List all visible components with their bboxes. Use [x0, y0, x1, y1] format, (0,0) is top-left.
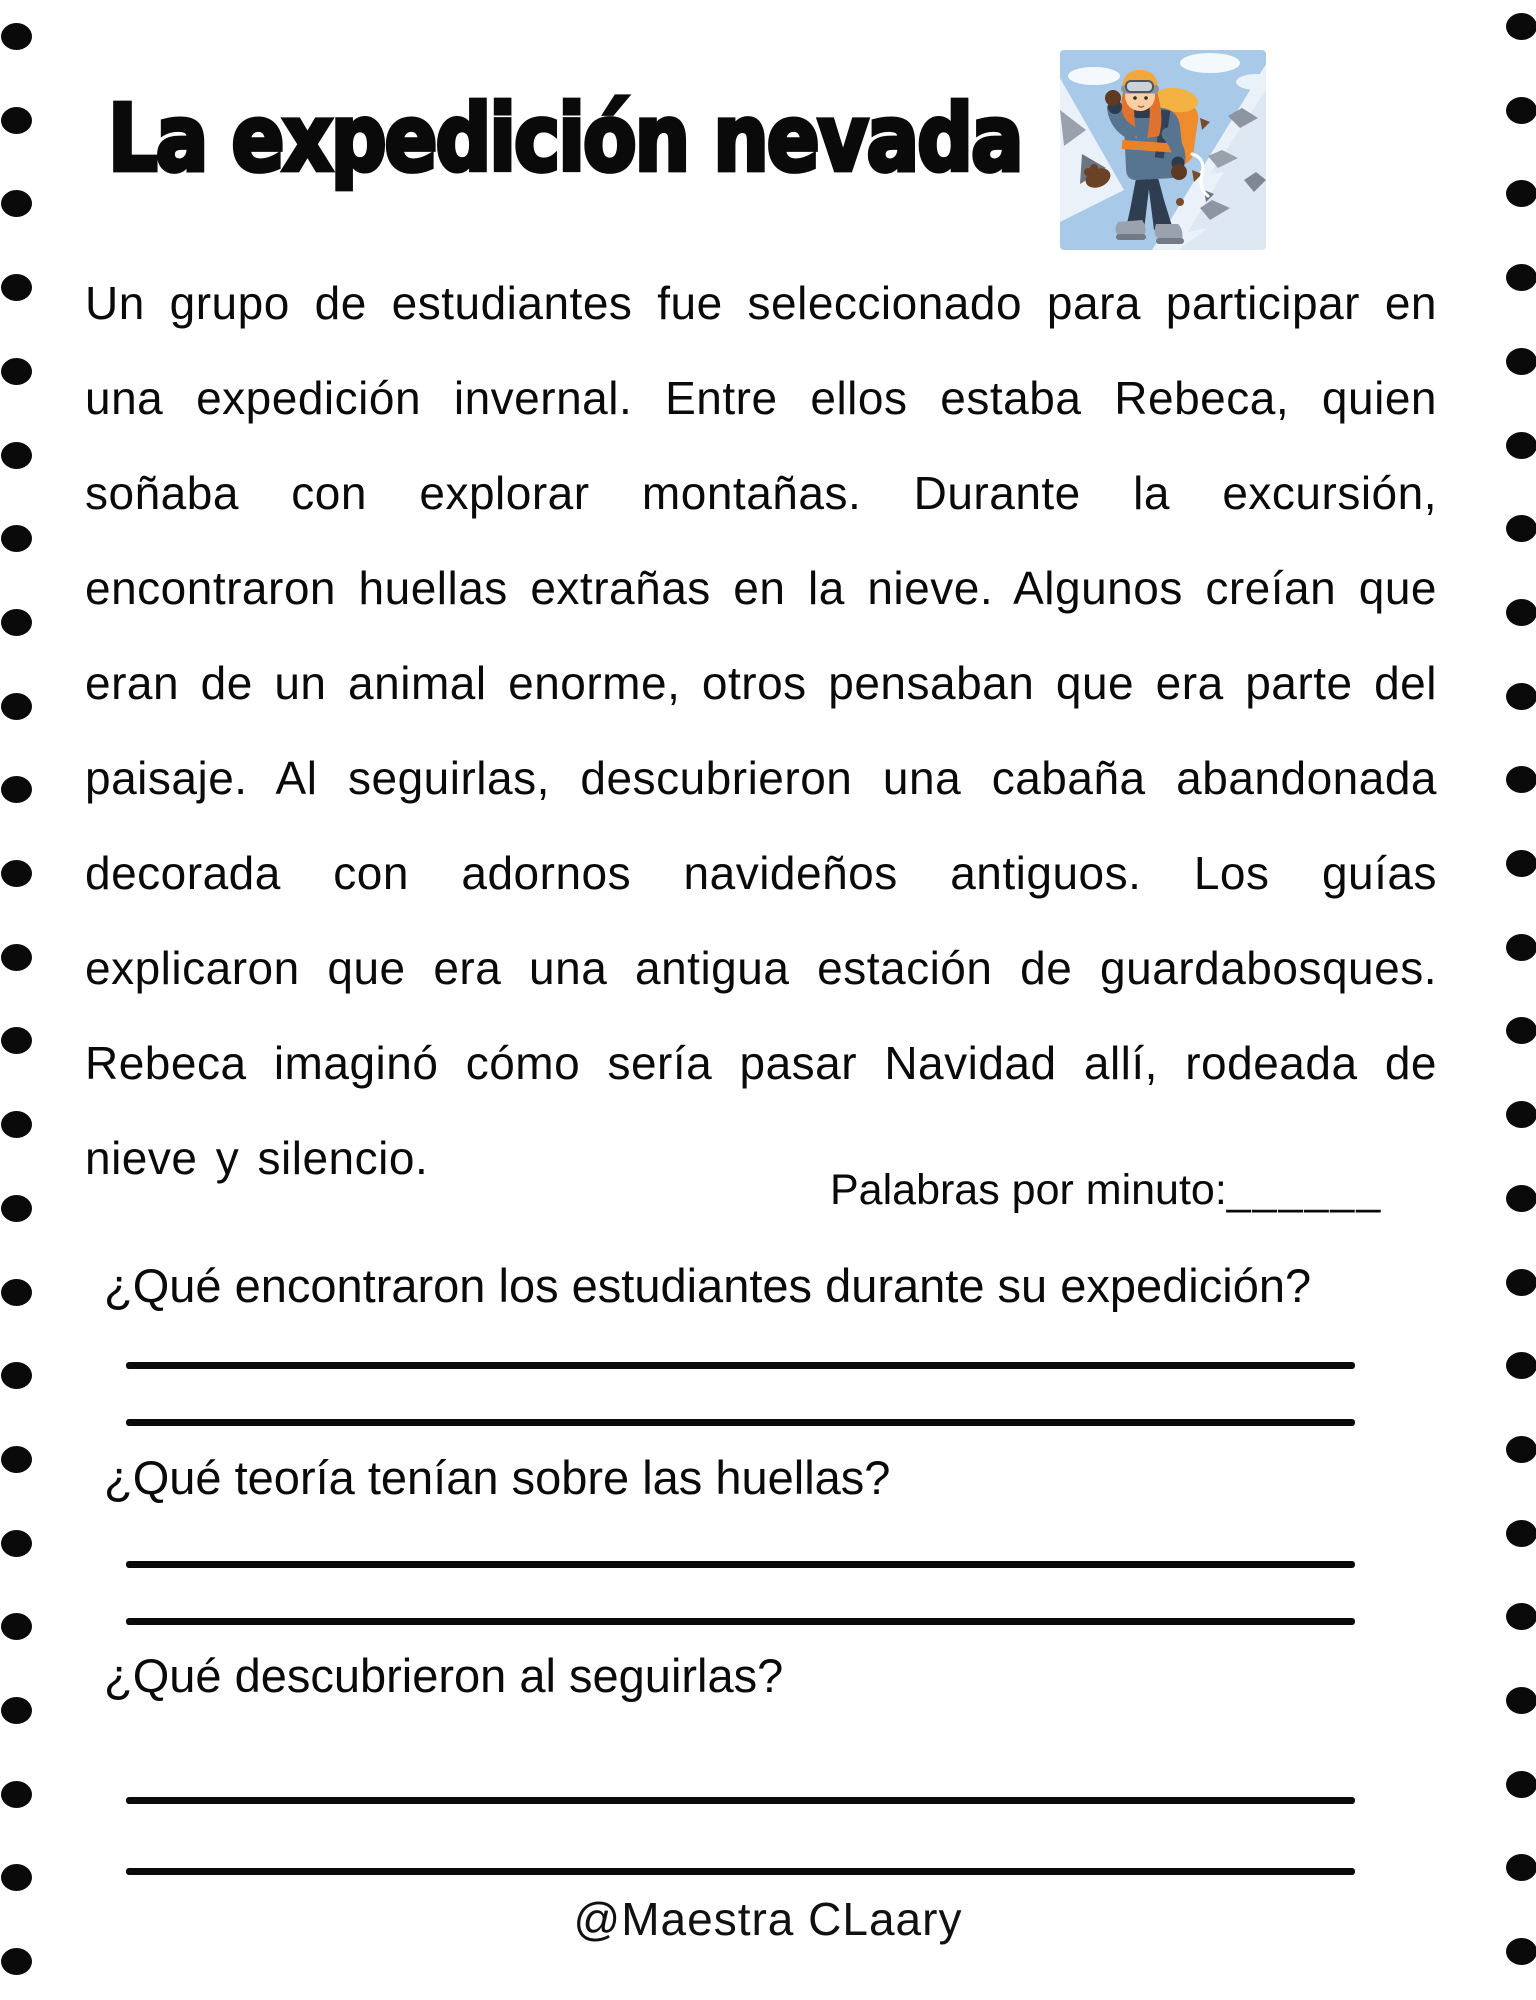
words-per-minute	[830, 1166, 1382, 1215]
binder-hole-dot	[1506, 432, 1536, 459]
binder-hole-dot	[1506, 683, 1536, 710]
binder-hole-dot	[1506, 97, 1536, 124]
page-title: La expedición nevada	[108, 86, 1022, 193]
binder-hole-dot	[1, 1027, 32, 1054]
mountain-climber-icon	[1060, 50, 1266, 250]
binder-hole-dot	[1506, 1687, 1536, 1714]
wpm-label: Palabras por minuto:	[830, 1166, 1227, 1214]
binder-hole-dot	[1506, 766, 1536, 793]
question-1: ¿Qué encontraron los estudiantes durante su expedición?	[104, 1259, 1312, 1312]
binder-hole-dot	[1506, 1520, 1536, 1547]
binder-hole-dot	[1, 1446, 32, 1473]
reading-passage: Un grupo de estudiantes fue seleccionado para participar en una expedición invernal. Entre ellos estaba Rebeca, quien soñaba con explorar montañas. Durante la excursión, encontraron huellas extrañas en la nieve. Algunos creían que eran de un animal enorme, otros pensaban que era parte del paisaje. Al seguirlas, descubrieron una cabaña abandonada decorada con adornos navideños antiguos. Los guías explicaron que era una antigua estación de guardabosques. Rebeca imaginó cómo sería pasar Navidad allí, rodeada de nieve y silencio.	[85, 277, 1437, 1184]
binder-hole-dot	[1, 190, 32, 217]
wpm-blank-line[interactable]: ______	[1226, 1166, 1383, 1214]
binder-hole-dot	[1, 693, 32, 720]
binder-hole-dot	[1, 609, 32, 636]
answer-line-q1-2[interactable]	[126, 1419, 1355, 1426]
question-2: ¿Qué teoría tenían sobre las huellas?	[104, 1451, 891, 1504]
binder-hole-dot	[1506, 1017, 1536, 1044]
answer-line-q2-1[interactable]	[126, 1561, 1355, 1568]
binder-hole-dot	[1506, 1185, 1536, 1212]
binder-hole-dot	[1, 1362, 32, 1389]
binder-hole-dot	[1506, 1854, 1536, 1881]
binder-hole-dot	[1506, 348, 1536, 375]
binder-hole-dot	[1506, 934, 1536, 961]
binder-hole-dot	[1506, 13, 1536, 40]
binder-hole-dot	[1, 1613, 32, 1640]
binder-hole-dot	[1, 358, 32, 385]
answer-line-q2-2[interactable]	[126, 1618, 1355, 1625]
binder-hole-dot	[1, 1279, 32, 1306]
binder-hole-dot	[1, 1781, 32, 1808]
binder-hole-dot	[1, 1864, 32, 1891]
binder-hole-dot	[1506, 264, 1536, 291]
binder-hole-dot	[1, 1195, 32, 1222]
binder-hole-dot	[1506, 599, 1536, 626]
binder-hole-dot	[1506, 1603, 1536, 1630]
binder-hole-dot	[1506, 1101, 1536, 1128]
binder-hole-dot	[1, 1111, 32, 1138]
climber-illustration	[1060, 50, 1266, 250]
binder-hole-dot	[1506, 1771, 1536, 1798]
binder-hole-dot	[1506, 850, 1536, 877]
answer-line-q1-1[interactable]	[126, 1362, 1355, 1369]
binder-hole-dot	[1506, 1269, 1536, 1296]
binder-hole-dot	[1506, 1436, 1536, 1463]
binder-hole-dot	[1506, 1352, 1536, 1379]
binder-hole-dot	[1, 442, 32, 469]
answer-line-q3-1[interactable]	[126, 1797, 1355, 1804]
binder-hole-dot	[1, 776, 32, 803]
binder-hole-dot	[1506, 515, 1536, 542]
question-3: ¿Qué descubrieron al seguirlas?	[104, 1649, 784, 1702]
answer-line-q3-2[interactable]	[126, 1868, 1355, 1875]
binder-hole-dot	[1, 944, 32, 971]
binder-hole-dot	[1, 23, 32, 50]
binder-hole-dot	[1506, 180, 1536, 207]
binder-hole-dot	[1, 525, 32, 552]
footer-credit: @Maestra CLaary	[573, 1893, 963, 1945]
binder-hole-dot	[1, 274, 32, 301]
binder-hole-dot	[1, 860, 32, 887]
binder-hole-dot	[1, 1697, 32, 1724]
binder-hole-dot	[1, 107, 32, 134]
binder-hole-dot	[1, 1948, 32, 1975]
binder-hole-dot	[1, 1530, 32, 1557]
